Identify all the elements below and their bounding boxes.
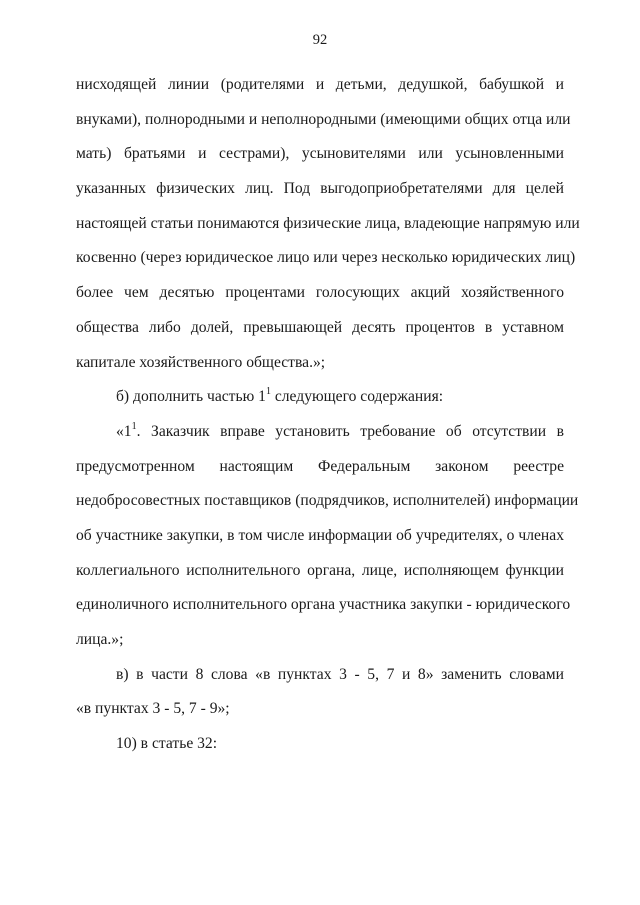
text-fragment: «1 (116, 422, 132, 440)
text-line: единоличного исполнительного органа участника закупки - юридического (76, 596, 571, 614)
item-10-heading: 10) в статье 32: (116, 735, 218, 753)
paragraph-b-heading (76, 380, 564, 415)
body-text (76, 68, 580, 762)
text-line: общества либо долей, превышающей десять процентов в уставном (76, 318, 564, 336)
text-line: «в пунктах 3 - 5, 7 - 9»; (76, 700, 230, 718)
superscript: 1 (131, 420, 137, 432)
text-line: внуками), полнородными и неполнородными (имеющими общих отца или (76, 110, 571, 128)
text-line: капитале хозяйственного общества.»; (76, 353, 326, 371)
text-line: недобросовестных поставщиков (подрядчиков, исполнителей) информации (76, 492, 579, 510)
text-fragment: . Заказчик вправе установить требование об отсутствии в (136, 422, 564, 440)
text-line: лица.»; (76, 631, 124, 648)
text-line: предусмотренном настоящим Федеральным законом реестре (76, 457, 564, 475)
text-fragment: следующего содержания: (270, 388, 444, 406)
paragraph-1-1-start (76, 415, 564, 450)
text-line: косвенно (через юридическое лицо или через несколько юридических лиц) (76, 249, 576, 267)
text-line: об участнике закупки, в том числе информации об учредителях, о членах (76, 526, 564, 544)
text-fragment: б) дополнить частью 1 (116, 388, 266, 406)
text-line: коллегиального исполнительного органа, лице, исполняющем функции (76, 561, 564, 579)
text-line: указанных физических лиц. Под выгодоприобретателями для целей (76, 180, 564, 198)
text-line: настоящей статьи понимаются физические лица, владеющие напрямую или (76, 214, 580, 232)
page-number: 92 (312, 32, 328, 48)
text-line: более чем десятью процентами голосующих акций хозяйственного (76, 284, 564, 302)
paragraph-v: в) в части 8 слова «в пунктах 3 - 5, 7 и 8» заменить словами (116, 665, 564, 683)
text-line: мать) братьями и сестрами), усыновителями или усыновленными (76, 145, 564, 163)
text-line: нисходящей линии (родителями и детьми, дедушкой, бабушкой и (76, 76, 564, 93)
superscript: 1 (265, 386, 271, 398)
